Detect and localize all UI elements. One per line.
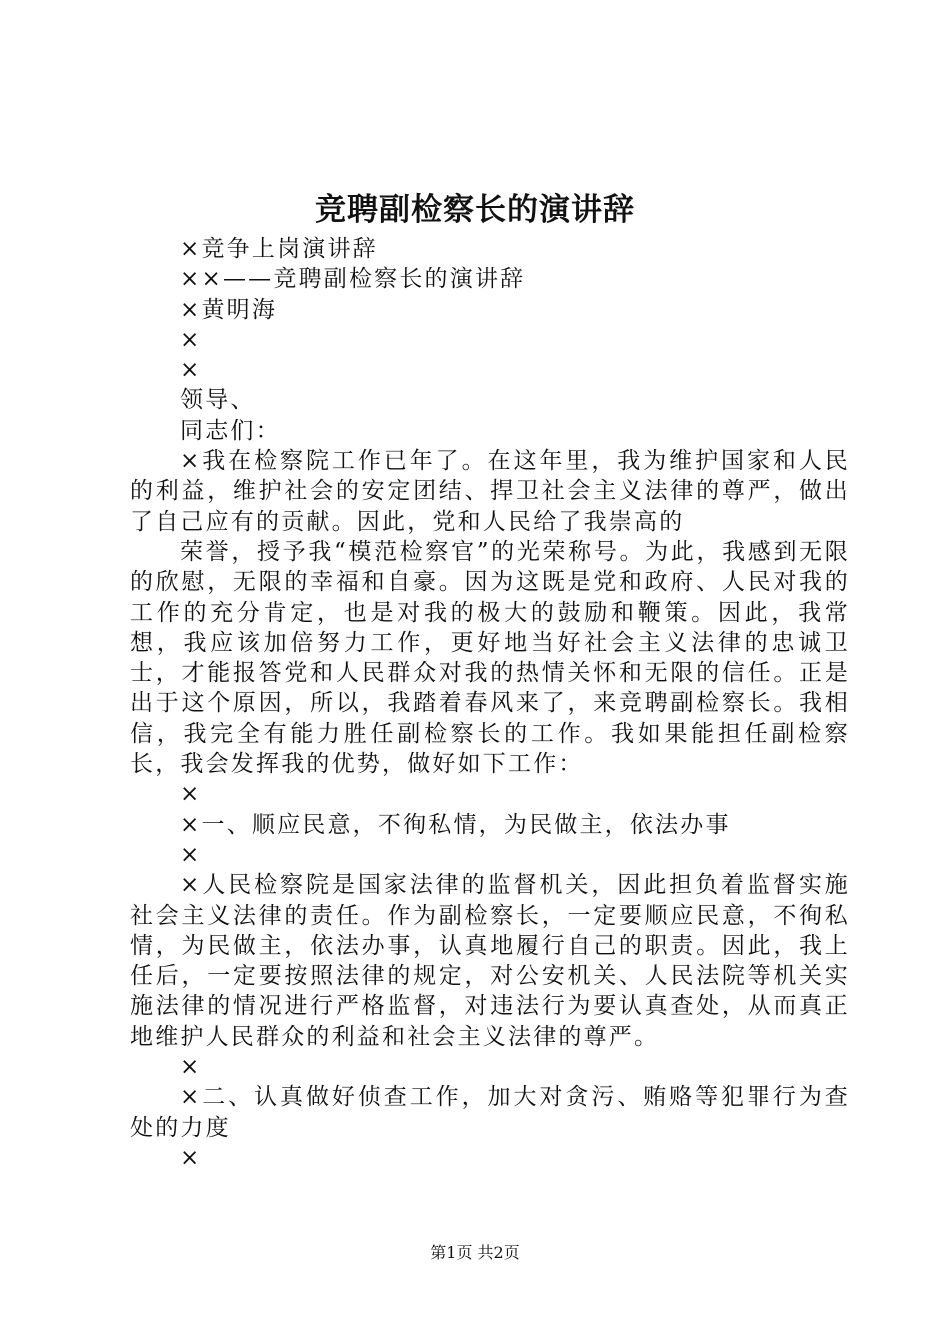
paragraph-placeholder: ×	[180, 1054, 202, 1081]
document-title: 竞聘副检察长的演讲辞	[315, 192, 635, 228]
paragraph-salutation-1: 领导、	[180, 387, 256, 414]
document-body	[130, 234, 850, 1173]
paragraph-subtitle: ×竞争上岗演讲辞	[180, 236, 378, 262]
paragraph-subtitle-2: ××——竞聘副检察长的演讲辞	[180, 266, 526, 293]
paragraph-placeholder: ×	[180, 357, 202, 384]
paragraph-body: 荣誉，授予我“模范检察官”的光荣称号。为此，我感到无限的欣慰，无限的幸福和自豪。因为这既是党和政府、人民对我的工作的充分肯定，也是对我的极大的鼓励和鞭策。因此，我常想，我应该加倍努力工作，更好地当好社会主义法律的忠诚卫士，才能报答党和人民群众对我的热情关怀和无限的信任。正是出于这个原因，所以，我踏着春风来了，来竞聘副检察长。我相信，我完全有能力胜任副检察长的工作。我如果能担任副检察长，我会发挥我的优势，做好如下工作：	[130, 538, 850, 778]
paragraph-placeholder: ×	[180, 841, 202, 868]
paragraph-body: ×人民检察院是国家法律的监督机关，因此担负着监督实施社会主义法律的责任。作为副检察长，一定要顺应民意，不徇私情，为民做主，依法办事，认真地履行自己的职责。因此，我上任后，一定要按照法律的规定，对公安机关、人民法院等机关实施法律的情况进行严格监督，对违法行为要认真查处，从而真正地维护人民群众的利益和社会主义法律的尊严。	[130, 872, 850, 1050]
paragraph-heading-1: ×一、顺应民意，不徇私情，为民做主，依法办事	[180, 811, 731, 838]
paragraph-salutation-2: 同志们：	[180, 417, 281, 444]
paragraph-placeholder: ×	[180, 326, 202, 353]
page-number-footer: 第1页 共2页	[430, 1243, 520, 1262]
paragraph-placeholder: ×	[180, 1144, 202, 1171]
paragraph-heading-2: ×二、认真做好侦查工作，加大对贪污、贿赂等犯罪行为查处的力度	[130, 1084, 850, 1141]
paragraph-body: ×我在检察院工作已年了。在这年里，我为维护国家和人民的利益，维护社会的安定团结、捍卫社会主义法律的尊严，做出了自己应有的贡献。因此，党和人民给了我崇高的	[130, 448, 850, 535]
paragraph-author: ×黄明海	[180, 296, 278, 323]
paragraph-placeholder: ×	[180, 781, 202, 808]
